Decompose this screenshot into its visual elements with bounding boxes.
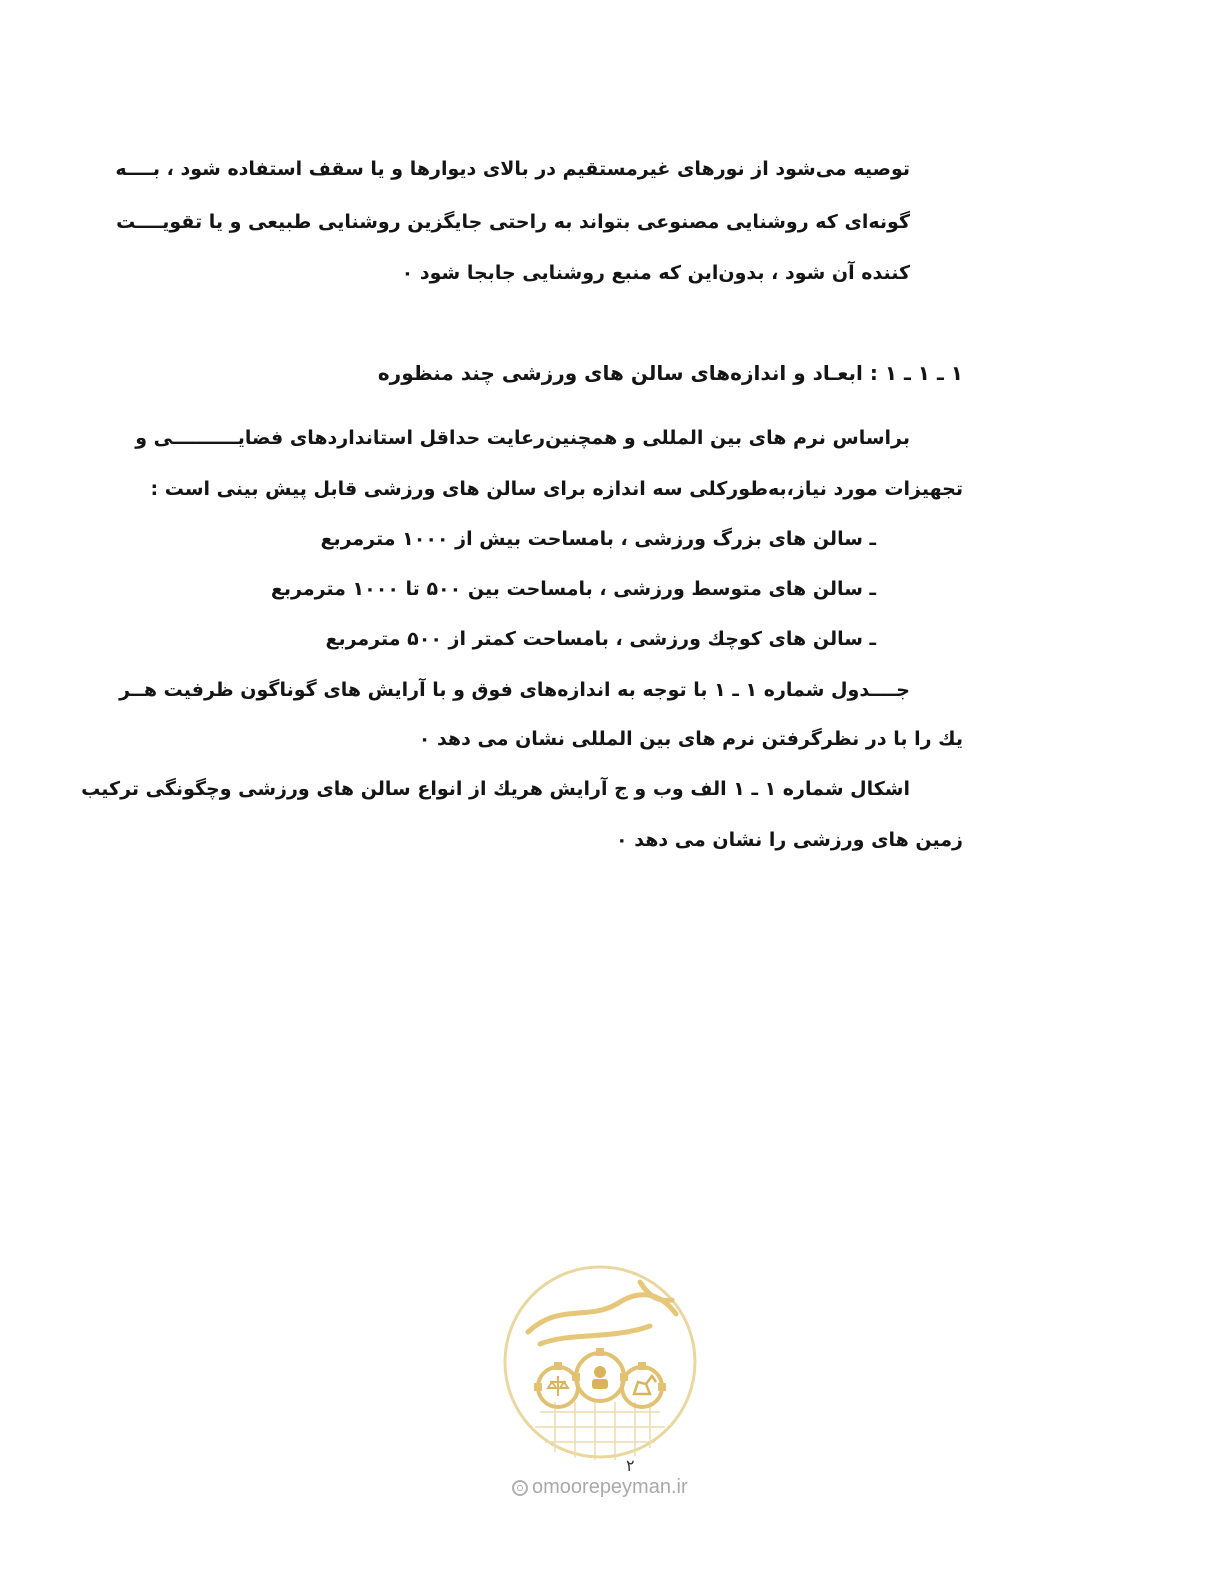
footer-site-link[interactable] xyxy=(512,1476,688,1499)
paragraph-1-line-2: گونه‌ای که روشنایی مصنوعی بتواند به راحتی جایگزین روشنایی طبیعی و یا تقویــــت xyxy=(116,211,910,233)
watermark-logo xyxy=(500,1262,700,1462)
paragraph-4-line-2: زمین های ورزشی را نشان می دهد ٠ xyxy=(616,829,963,851)
page-number: ۲ xyxy=(626,1456,635,1475)
paragraph-4-line-1: اشکال شماره ۱ ـ ۱ الف وب و ج آرایش هریك از انواع سالن های ورزشی وچگونگی ترکیب xyxy=(81,778,910,800)
footer-site-label: omoorepeyman.ir xyxy=(532,1476,688,1498)
paragraph-2-line-2: تجهیزات مورد نیاز،به‌طورکلی سه اندازه برای سالن های ورزشی قابل پیش بینی است : xyxy=(150,478,963,500)
list-item-medium-halls: ـ سالن های متوسط ورزشی ، بامساحت بین ۵۰۰ تا ۱۰۰۰ مترمربع xyxy=(270,578,876,600)
paragraph-1-line-3: کننده آن شود ، بدون‌این که منبع روشنایی جابجا شود ٠ xyxy=(401,262,910,284)
watermark-grid xyxy=(535,1402,665,1460)
excavator-icon xyxy=(634,1376,656,1394)
paragraph-3-line-2: یك را با در نظرگرفتن نرم های بین المللی نشان می دهد ٠ xyxy=(418,728,963,750)
worker-icon xyxy=(592,1366,608,1389)
paragraph-1-line-1: توصیه می‌شود از نورهای غیرمستقیم در بالای دیوارها و یا سقف استفاده شود ، بــــه xyxy=(115,158,910,180)
section-heading: ۱ ـ ۱ ـ ۱ : ابعـاد و اندازه‌های سالن های ورزشی چند منظوره xyxy=(377,361,963,385)
watermark-outer-ring xyxy=(505,1267,695,1457)
at-sign-icon xyxy=(512,1480,528,1496)
watermark-calligraphy xyxy=(528,1282,676,1344)
paragraph-2-line-1: براساس نرم های بین المللی و همچنین‌رعایت حداقل استانداردهای فضایــــــــــی و xyxy=(135,427,910,449)
paragraph-3-line-1: جــــدول شماره ۱ ـ ۱ با توجه به اندازه‌های فوق و با آرایش های گوناگون ظرفیت هــر xyxy=(119,679,910,701)
list-item-large-halls: ـ سالن های بزرگ ورزشی ، بامساحت بیش از ۱۰۰۰ مترمربع xyxy=(320,528,876,550)
scales-icon xyxy=(548,1376,568,1396)
list-item-small-halls: ـ سالن های کوچك ورزشی ، بامساحت کمتر از ۵۰۰ مترمربع xyxy=(325,628,876,650)
